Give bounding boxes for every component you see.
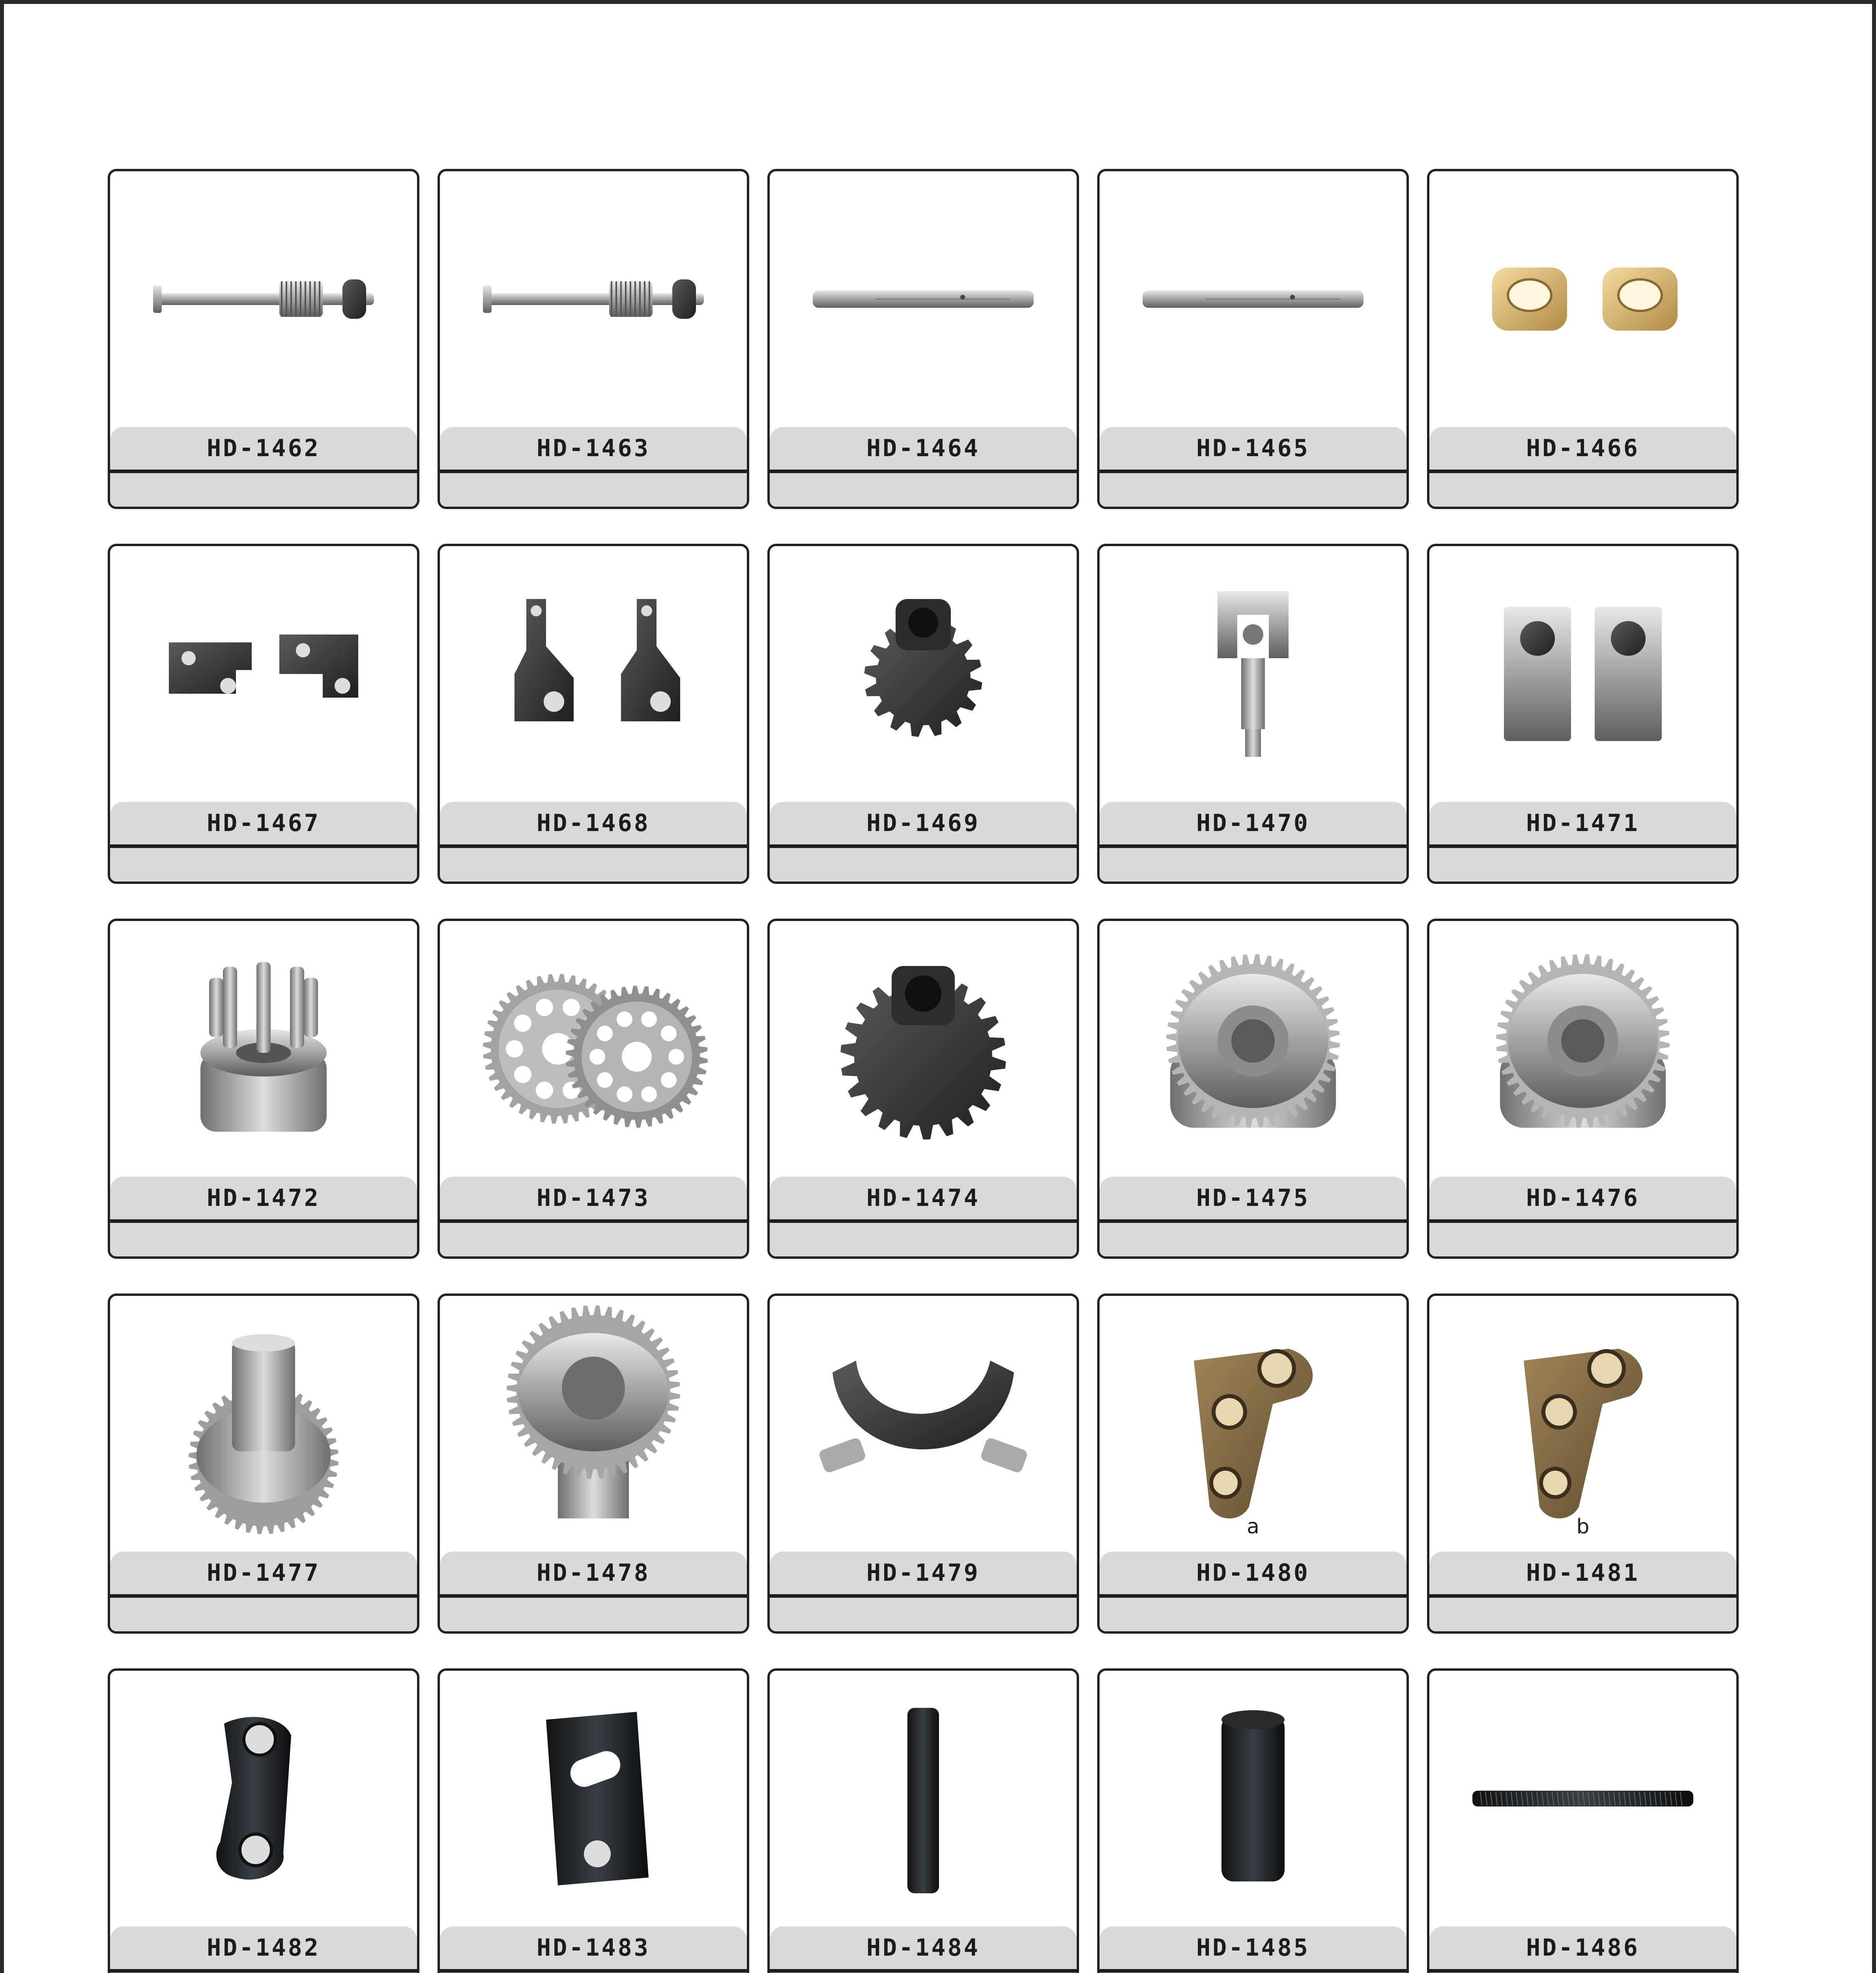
- card-divider: [1429, 1969, 1736, 1973]
- product-code: HD-1480: [1100, 1552, 1407, 1594]
- black-gear-icon: [797, 950, 1049, 1147]
- card-divider: [1100, 1219, 1407, 1223]
- product-card[interactable]: [108, 1668, 419, 1973]
- card-footer: [1100, 1598, 1407, 1631]
- card-footer: [110, 848, 417, 882]
- black-link-icon: [137, 1700, 390, 1897]
- card-divider: [440, 1969, 747, 1973]
- product-photo: [1100, 921, 1407, 1177]
- product-code: HD-1469: [770, 802, 1077, 844]
- plain-shaft-icon: [1127, 200, 1379, 398]
- card-footer: [770, 848, 1077, 882]
- product-card[interactable]: [767, 169, 1079, 509]
- pin-hub-icon: [137, 950, 390, 1147]
- card-divider: [1429, 844, 1736, 848]
- product-photo: [1429, 1671, 1736, 1926]
- product-photo: [770, 921, 1077, 1177]
- product-photo: [1100, 171, 1407, 427]
- black-bushing-icon: [1127, 1700, 1379, 1897]
- product-code: HD-1476: [1429, 1177, 1736, 1219]
- product-card[interactable]: [767, 919, 1079, 1259]
- product-card[interactable]: [1427, 1668, 1739, 1973]
- card-footer: [110, 1223, 417, 1256]
- product-code: HD-1466: [1429, 427, 1736, 470]
- product-photo: [440, 921, 747, 1177]
- product-code: HD-1486: [1429, 1926, 1736, 1969]
- product-code: HD-1464: [770, 427, 1077, 470]
- sprocket-pair-icon: [467, 950, 720, 1147]
- product-code: HD-1482: [110, 1926, 417, 1969]
- product-code: HD-1477: [110, 1552, 417, 1594]
- card-footer: [110, 1598, 417, 1631]
- long-shaft-with-gear-icon: [467, 200, 720, 398]
- product-card[interactable]: [1097, 169, 1409, 509]
- product-card[interactable]: [108, 1293, 419, 1634]
- card-footer: [440, 1223, 747, 1256]
- product-code: HD-1465: [1100, 427, 1407, 470]
- product-photo: [770, 1671, 1077, 1926]
- silver-gear-hub-icon: [1127, 950, 1379, 1147]
- bronze-lever-icon: [1457, 1325, 1709, 1522]
- card-divider: [1429, 1594, 1736, 1598]
- product-card[interactable]: [438, 919, 749, 1259]
- card-footer: [1429, 473, 1736, 507]
- card-footer: [440, 848, 747, 882]
- product-photo: [440, 171, 747, 427]
- silver-gear-hub-icon: [1457, 950, 1709, 1147]
- u-clamp-icon: [797, 1325, 1049, 1522]
- gear-sleeve-icon: [467, 1325, 720, 1522]
- product-code: HD-1473: [440, 1177, 747, 1219]
- card-footer: [770, 1598, 1077, 1631]
- product-card[interactable]: [108, 169, 419, 509]
- card-divider: [770, 1969, 1077, 1973]
- product-code: HD-1485: [1100, 1926, 1407, 1969]
- product-card[interactable]: [767, 1668, 1079, 1973]
- card-divider: [440, 1219, 747, 1223]
- black-plate-icon: [467, 1700, 720, 1897]
- card-divider: [440, 1594, 747, 1598]
- product-card[interactable]: [108, 919, 419, 1259]
- product-code: HD-1471: [1429, 802, 1736, 844]
- card-divider: [1100, 1594, 1407, 1598]
- product-code: HD-1470: [1100, 802, 1407, 844]
- product-code: HD-1467: [110, 802, 417, 844]
- product-code: HD-1481: [1429, 1552, 1736, 1594]
- product-photo: [1100, 1296, 1407, 1552]
- card-footer: [1429, 1223, 1736, 1256]
- product-grid: [108, 169, 1739, 1973]
- card-footer: [1100, 1223, 1407, 1256]
- product-photo: [770, 1296, 1077, 1552]
- product-code: HD-1483: [440, 1926, 747, 1969]
- card-footer: [770, 1223, 1077, 1256]
- product-card[interactable]: [438, 1668, 749, 1973]
- bracket-pair-icon: [137, 575, 390, 773]
- product-photo: [770, 171, 1077, 427]
- threaded-rod-icon: [1457, 1700, 1709, 1897]
- card-divider: [440, 470, 747, 473]
- product-code: HD-1462: [110, 427, 417, 470]
- card-footer: [1429, 848, 1736, 882]
- card-divider: [1100, 470, 1407, 473]
- card-footer: [770, 473, 1077, 507]
- product-photo: [1429, 171, 1736, 427]
- card-footer: [1429, 1598, 1736, 1631]
- product-card[interactable]: [1427, 1293, 1739, 1634]
- product-card[interactable]: [767, 1293, 1079, 1634]
- product-card[interactable]: [1427, 919, 1739, 1259]
- product-photo: [110, 921, 417, 1177]
- stepped-shaft-gear-icon: [137, 1325, 390, 1522]
- product-photo: [110, 1296, 417, 1552]
- long-shaft-with-gear-icon: [137, 200, 390, 398]
- card-footer: [110, 473, 417, 507]
- product-photo: [1100, 546, 1407, 802]
- block-pair-icon: [1457, 575, 1709, 773]
- product-photo: [440, 1296, 747, 1552]
- fork-shaft-icon: [1127, 575, 1379, 773]
- card-divider: [1100, 1969, 1407, 1973]
- product-photo: [440, 1671, 747, 1926]
- card-divider: [770, 470, 1077, 473]
- product-code: HD-1478: [440, 1552, 747, 1594]
- small-black-gear-icon: [797, 575, 1049, 773]
- product-card[interactable]: [1097, 1668, 1409, 1973]
- card-divider: [110, 1219, 417, 1223]
- product-code: HD-1474: [770, 1177, 1077, 1219]
- product-photo: [110, 171, 417, 427]
- bronze-lever-icon: [1127, 1325, 1379, 1522]
- card-footer: [1100, 473, 1407, 507]
- product-code: HD-1479: [770, 1552, 1077, 1594]
- product-card[interactable]: [1097, 544, 1409, 884]
- product-photo: [110, 1671, 417, 1926]
- product-card[interactable]: [767, 544, 1079, 884]
- variant-label: a: [1247, 1515, 1259, 1539]
- product-photo: [1100, 1671, 1407, 1926]
- lever-pair-icon: [467, 575, 720, 773]
- card-divider: [110, 1594, 417, 1598]
- card-divider: [770, 1594, 1077, 1598]
- product-photo: [1429, 921, 1736, 1177]
- card-divider: [770, 1219, 1077, 1223]
- product-card[interactable]: [108, 544, 419, 884]
- card-footer: [1100, 848, 1407, 882]
- product-card[interactable]: [438, 1293, 749, 1634]
- product-photo: [1429, 1296, 1736, 1552]
- product-card[interactable]: [1427, 544, 1739, 884]
- card-divider: [1100, 844, 1407, 848]
- plain-shaft-icon: [797, 200, 1049, 398]
- product-card[interactable]: [438, 544, 749, 884]
- product-card[interactable]: [1097, 1293, 1409, 1634]
- card-divider: [1429, 1219, 1736, 1223]
- card-divider: [1429, 470, 1736, 473]
- variant-label: b: [1576, 1515, 1590, 1539]
- brass-square-nut-icon: [1457, 200, 1709, 398]
- card-divider: [110, 470, 417, 473]
- product-code: HD-1463: [440, 427, 747, 470]
- product-card[interactable]: [1097, 919, 1409, 1259]
- card-footer: [440, 1598, 747, 1631]
- product-code: HD-1468: [440, 802, 747, 844]
- product-photo: [1429, 546, 1736, 802]
- card-divider: [110, 844, 417, 848]
- product-code: HD-1484: [770, 1926, 1077, 1969]
- black-pin-icon: [797, 1700, 1049, 1897]
- product-card[interactable]: [438, 169, 749, 509]
- product-photo: [440, 546, 747, 802]
- product-card[interactable]: [1427, 169, 1739, 509]
- card-divider: [110, 1969, 417, 1973]
- product-photo: [770, 546, 1077, 802]
- product-code: HD-1472: [110, 1177, 417, 1219]
- card-divider: [770, 844, 1077, 848]
- product-photo: [110, 546, 417, 802]
- product-code: HD-1475: [1100, 1177, 1407, 1219]
- card-footer: [440, 473, 747, 507]
- card-divider: [440, 844, 747, 848]
